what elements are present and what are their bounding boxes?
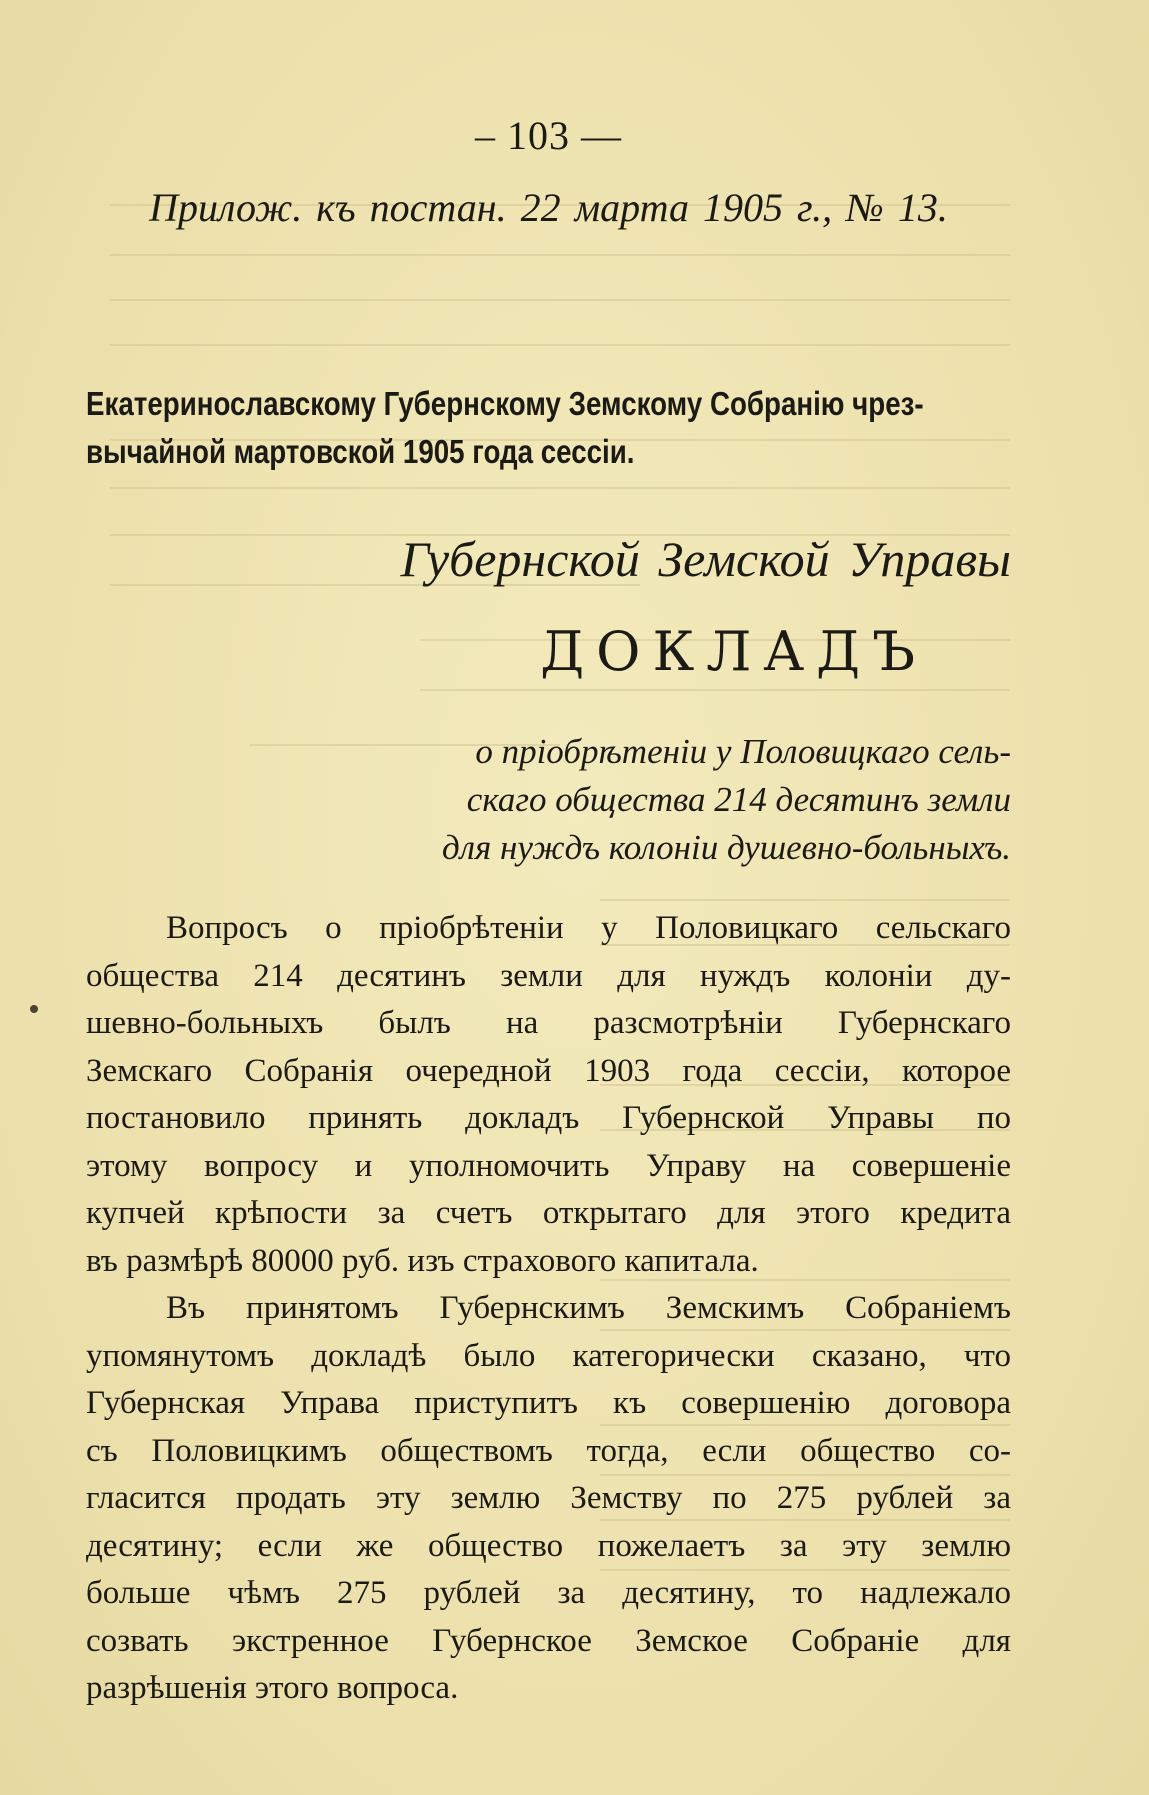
text-line: купчей крѣпости за счетъ открытаго для этого кредита bbox=[86, 1195, 1011, 1231]
text-line: Земскаго Собранія очередной 1903 года сессіи, которое bbox=[86, 1052, 1011, 1089]
text-line: шевно-больныхъ былъ на разсмотрѣніи Губернскаго bbox=[86, 1005, 1011, 1041]
text-line: больше чѣмъ 275 рублей за десятину, то надлежало bbox=[86, 1575, 1011, 1611]
page-number: – 103 — bbox=[475, 113, 622, 158]
addressee-line-2: вычайной мартовской 1905 года сессіи. bbox=[86, 433, 635, 470]
document-title: ДОКЛАДЪ bbox=[540, 620, 927, 683]
text-line: созвать экстренное Губернское Земское Собраніе для bbox=[86, 1622, 1011, 1659]
text-line: упомянутомъ докладѣ было категорически сказано, что bbox=[86, 1337, 1011, 1374]
appendix-note: Прилож. къ постан. 22 марта 1905 г., № 13. bbox=[149, 185, 948, 230]
subject-line-2: скаго общества 214 десятинъ земли bbox=[466, 780, 1011, 819]
subject-line-3: для нуждъ колоніи душевно-больныхъ. bbox=[442, 828, 1011, 867]
board-heading: Губернской Земской Управы bbox=[400, 531, 1011, 587]
subject-line-1: о пріобрѣтеніи у Половицкаго сель- bbox=[475, 732, 1011, 771]
ink-spot bbox=[30, 1005, 38, 1013]
paragraph-2 bbox=[86, 1285, 1011, 1713]
addressee-heading bbox=[86, 380, 1010, 476]
text-line: разрѣшенія этого вопроса. bbox=[86, 1670, 459, 1706]
text-line: въ размѣрѣ 80000 руб. изъ страхового капитала. bbox=[86, 1242, 759, 1279]
text-line: общества 214 десятинъ земли для нуждъ колоніи ду- bbox=[86, 957, 1011, 994]
text-line: Губернская Управа приступитъ къ совершенію договора bbox=[86, 1385, 1011, 1421]
addressee-line-1: Екатеринославскому Губернскому Земскому Собранію чрез- bbox=[86, 385, 924, 422]
text-line: гласится продать эту землю Земству по 275 рублей за bbox=[86, 1480, 1011, 1516]
subject-heading bbox=[380, 728, 1011, 872]
body-text bbox=[86, 905, 1011, 1713]
paragraph-1 bbox=[86, 905, 1011, 1285]
text-line: десятину; если же общество пожелаетъ за эту землю bbox=[86, 1527, 1011, 1564]
text-line: Вопросъ о пріобрѣтеніи у Половицкаго сельскаго bbox=[166, 910, 1011, 946]
text-line: постановило принять докладъ Губернской Управы по bbox=[86, 1100, 1011, 1136]
text-line: съ Половицкимъ обществомъ тогда, если общество со- bbox=[86, 1432, 1011, 1469]
text-line: этому вопросу и уполномочить Управу на совершеніе bbox=[86, 1147, 1011, 1184]
text-line: Въ принятомъ Губернскимъ Земскимъ Собраніемъ bbox=[166, 1290, 1011, 1326]
